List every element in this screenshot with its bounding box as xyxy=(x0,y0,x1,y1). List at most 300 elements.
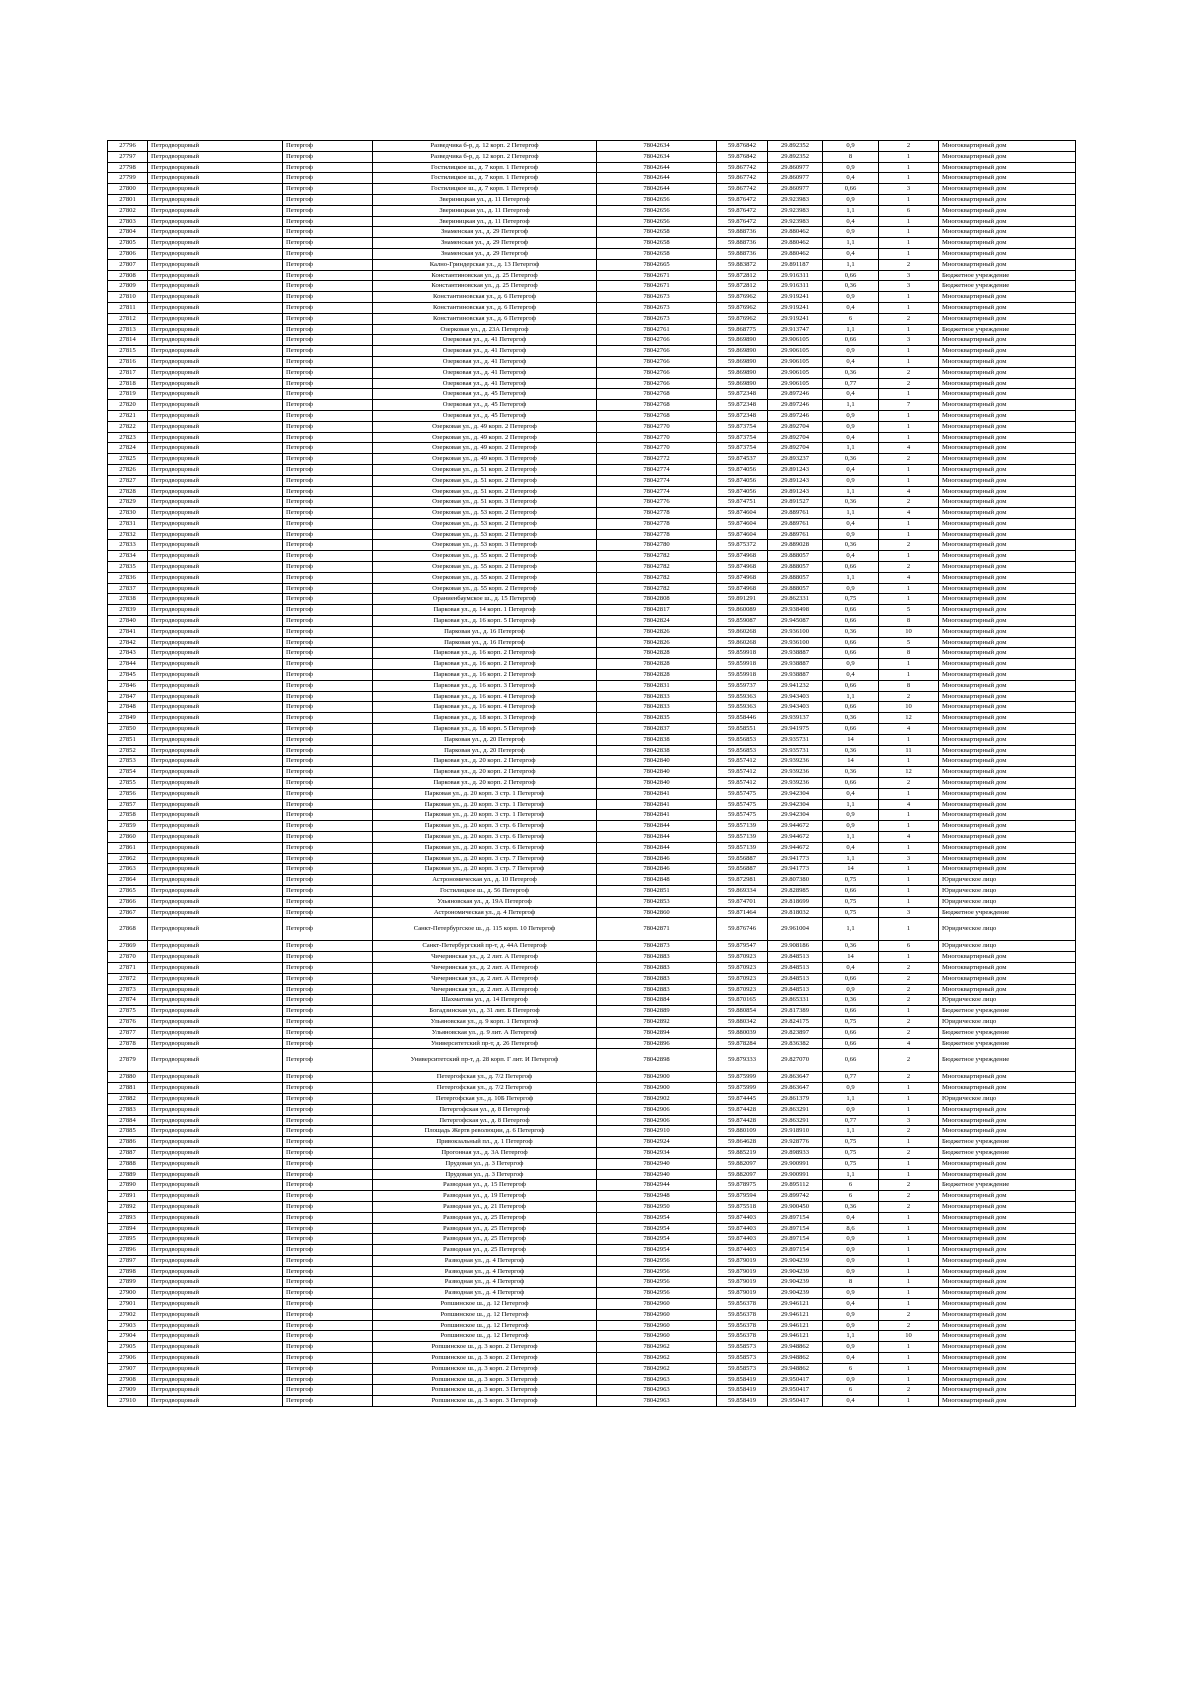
address-cell: Константиновская ул., д. 25 Петергоф xyxy=(373,270,597,281)
address-cell: Университетский пр-т, д. 28 корп. Г лит. И Петергоф xyxy=(373,1049,597,1072)
object-type-cell: Многоквартирный дом xyxy=(939,810,1076,821)
city-cell: Петергоф xyxy=(283,1374,373,1385)
longitude-cell: 29.948862 xyxy=(768,1342,823,1353)
row-number-cell: 27909 xyxy=(108,1385,148,1396)
latitude-cell: 59.880342 xyxy=(717,1016,768,1027)
document-page xyxy=(107,140,1075,1407)
city-cell: Петергоф xyxy=(283,659,373,670)
value-cell: 0,9 xyxy=(823,421,879,432)
value-cell: 0,4 xyxy=(823,670,879,681)
code-cell: 78042634 xyxy=(597,141,717,152)
table-row xyxy=(108,292,1076,303)
row-number-cell: 27889 xyxy=(108,1169,148,1180)
district-cell: Петродворцовый xyxy=(148,962,283,973)
table-row xyxy=(108,551,1076,562)
longitude-cell: 29.935731 xyxy=(768,745,823,756)
table-row xyxy=(108,1201,1076,1212)
district-cell: Петродворцовый xyxy=(148,270,283,281)
address-cell: Астрономическая ул., д. 10 Петергоф xyxy=(373,875,597,886)
code-cell: 78042770 xyxy=(597,443,717,454)
district-cell: Петродворцовый xyxy=(148,1093,283,1104)
city-cell: Петергоф xyxy=(283,670,373,681)
object-type-cell: Многоквартирный дом xyxy=(939,1169,1076,1180)
value-cell: 0,9 xyxy=(823,1104,879,1115)
longitude-cell: 29.904239 xyxy=(768,1288,823,1299)
table-row xyxy=(108,875,1076,886)
latitude-cell: 59.857475 xyxy=(717,788,768,799)
city-cell: Петергоф xyxy=(283,702,373,713)
address-cell: Парковая ул., д. 20 корп. 3 стр. 6 Петергоф xyxy=(373,832,597,843)
city-cell: Петергоф xyxy=(283,162,373,173)
latitude-cell: 59.856378 xyxy=(717,1320,768,1331)
latitude-cell: 59.859363 xyxy=(717,702,768,713)
object-type-cell: Многоквартирный дом xyxy=(939,508,1076,519)
code-cell: 78042826 xyxy=(597,626,717,637)
value-cell: 0,4 xyxy=(823,173,879,184)
address-cell: Парковая ул., д. 20 корп. 3 стр. 1 Петергоф xyxy=(373,799,597,810)
row-number-cell: 27812 xyxy=(108,313,148,324)
code-cell: 78042841 xyxy=(597,799,717,810)
value-cell: 0,9 xyxy=(823,227,879,238)
district-cell: Петродворцовый xyxy=(148,713,283,724)
district-cell: Петродворцовый xyxy=(148,995,283,1006)
object-type-cell: Многоквартирный дом xyxy=(939,691,1076,702)
address-cell: Разводная ул., д. 19 Петергоф xyxy=(373,1191,597,1202)
count-cell: 1 xyxy=(879,292,939,303)
object-type-cell: Бюджетное учреждение xyxy=(939,324,1076,335)
latitude-cell: 59.882097 xyxy=(717,1169,768,1180)
address-cell: Петергофская ул., д. 7/2 Петергоф xyxy=(373,1072,597,1083)
code-cell: 78042824 xyxy=(597,616,717,627)
value-cell: 0,36 xyxy=(823,767,879,778)
value-cell: 0,9 xyxy=(823,659,879,670)
object-type-cell: Многоквартирный дом xyxy=(939,1396,1076,1407)
object-type-cell: Бюджетное учреждение xyxy=(939,1147,1076,1158)
district-cell: Петродворцовый xyxy=(148,194,283,205)
table-row xyxy=(108,626,1076,637)
latitude-cell: 59.857139 xyxy=(717,832,768,843)
address-cell: Озерковая ул., д. 49 корп. 2 Петергоф xyxy=(373,443,597,454)
city-cell: Петергоф xyxy=(283,1147,373,1158)
code-cell: 78042673 xyxy=(597,313,717,324)
city-cell: Петергоф xyxy=(283,756,373,767)
row-number-cell: 27899 xyxy=(108,1277,148,1288)
code-cell: 78042924 xyxy=(597,1137,717,1148)
count-cell: 1 xyxy=(879,1266,939,1277)
value-cell: 8 xyxy=(823,1277,879,1288)
code-cell: 78042960 xyxy=(597,1299,717,1310)
table-row xyxy=(108,1277,1076,1288)
count-cell: 2 xyxy=(879,313,939,324)
count-cell: 2 xyxy=(879,540,939,551)
district-cell: Петродворцовый xyxy=(148,1223,283,1234)
row-number-cell: 27852 xyxy=(108,745,148,756)
address-cell: Разводная ул., д. 25 Петергоф xyxy=(373,1212,597,1223)
row-number-cell: 27902 xyxy=(108,1309,148,1320)
longitude-cell: 29.919241 xyxy=(768,302,823,313)
district-cell: Петродворцовый xyxy=(148,1158,283,1169)
count-cell: 2 xyxy=(879,562,939,573)
city-cell: Петергоф xyxy=(283,973,373,984)
count-cell: 2 xyxy=(879,259,939,270)
address-cell: Константиновская ул., д. 6 Петергоф xyxy=(373,302,597,313)
district-cell: Петродворцовый xyxy=(148,583,283,594)
latitude-cell: 59.871464 xyxy=(717,907,768,918)
longitude-cell: 29.906105 xyxy=(768,367,823,378)
city-cell: Петергоф xyxy=(283,1266,373,1277)
city-cell: Петергоф xyxy=(283,821,373,832)
count-cell: 1 xyxy=(879,1374,939,1385)
count-cell: 1 xyxy=(879,432,939,443)
longitude-cell: 29.948862 xyxy=(768,1353,823,1364)
object-type-cell: Многоквартирный дом xyxy=(939,141,1076,152)
code-cell: 78042954 xyxy=(597,1212,717,1223)
longitude-cell: 29.863647 xyxy=(768,1072,823,1083)
longitude-cell: 29.945087 xyxy=(768,616,823,627)
address-cell: Ульяновская ул., д. 9 корп. 1 Петергоф xyxy=(373,1016,597,1027)
address-cell: Озерковая ул., д. 51 корп. 2 Петергоф xyxy=(373,475,597,486)
address-cell: Парковая ул., д. 20 Петергоф xyxy=(373,745,597,756)
address-cell: Озерковая ул., д. 55 корп. 2 Петергоф xyxy=(373,562,597,573)
object-type-cell: Многоквартирный дом xyxy=(939,1255,1076,1266)
longitude-cell: 29.892704 xyxy=(768,432,823,443)
latitude-cell: 59.859918 xyxy=(717,670,768,681)
count-cell: 1 xyxy=(879,356,939,367)
address-cell: Озерковая ул., д. 49 корп. 2 Петергоф xyxy=(373,432,597,443)
row-number-cell: 27823 xyxy=(108,432,148,443)
row-number-cell: 27821 xyxy=(108,410,148,421)
longitude-cell: 29.941773 xyxy=(768,864,823,875)
longitude-cell: 29.904239 xyxy=(768,1277,823,1288)
city-cell: Петергоф xyxy=(283,346,373,357)
city-cell: Петергоф xyxy=(283,778,373,789)
city-cell: Петергоф xyxy=(283,259,373,270)
count-cell: 4 xyxy=(879,486,939,497)
value-cell: 0,36 xyxy=(823,995,879,1006)
city-cell: Петергоф xyxy=(283,432,373,443)
table-row xyxy=(108,756,1076,767)
city-cell: Петергоф xyxy=(283,1320,373,1331)
code-cell: 78042883 xyxy=(597,952,717,963)
address-cell: Петергофская ул., д. 10Б Петергоф xyxy=(373,1093,597,1104)
city-cell: Петергоф xyxy=(283,1212,373,1223)
district-cell: Петродворцовый xyxy=(148,842,283,853)
value-cell: 0,4 xyxy=(823,216,879,227)
district-cell: Петродворцовый xyxy=(148,875,283,886)
table-row xyxy=(108,767,1076,778)
district-cell: Петродворцовый xyxy=(148,324,283,335)
address-cell: Ропшинское ш., д. 12 Петергоф xyxy=(373,1299,597,1310)
city-cell: Петергоф xyxy=(283,1288,373,1299)
city-cell: Петергоф xyxy=(283,1234,373,1245)
latitude-cell: 59.874403 xyxy=(717,1212,768,1223)
longitude-cell: 29.941773 xyxy=(768,853,823,864)
row-number-cell: 27866 xyxy=(108,896,148,907)
latitude-cell: 59.876842 xyxy=(717,141,768,152)
longitude-cell: 29.892352 xyxy=(768,151,823,162)
count-cell: 1 xyxy=(879,551,939,562)
row-number-cell: 27861 xyxy=(108,842,148,853)
district-cell: Петродворцовый xyxy=(148,864,283,875)
longitude-cell: 29.891243 xyxy=(768,486,823,497)
object-type-cell: Бюджетное учреждение xyxy=(939,907,1076,918)
object-type-cell: Многоквартирный дом xyxy=(939,540,1076,551)
table-row xyxy=(108,508,1076,519)
value-cell: 14 xyxy=(823,952,879,963)
address-cell: Озерковая ул., д. 53 корп. 2 Петергоф xyxy=(373,508,597,519)
row-number-cell: 27818 xyxy=(108,378,148,389)
longitude-cell: 29.836382 xyxy=(768,1038,823,1049)
table-row xyxy=(108,702,1076,713)
value-cell: 0,4 xyxy=(823,248,879,259)
row-number-cell: 27883 xyxy=(108,1104,148,1115)
code-cell: 78042851 xyxy=(597,885,717,896)
count-cell: 6 xyxy=(879,205,939,216)
address-cell: Парковая ул., д. 20 корп. 3 стр. 6 Петергоф xyxy=(373,821,597,832)
row-number-cell: 27822 xyxy=(108,421,148,432)
row-number-cell: 27799 xyxy=(108,173,148,184)
code-cell: 78042656 xyxy=(597,216,717,227)
latitude-cell: 59.869890 xyxy=(717,335,768,346)
table-row xyxy=(108,670,1076,681)
city-cell: Петергоф xyxy=(283,1115,373,1126)
code-cell: 78042940 xyxy=(597,1169,717,1180)
address-cell: Озерковая ул., д. 55 корп. 2 Петергоф xyxy=(373,572,597,583)
object-type-cell: Многоквартирный дом xyxy=(939,767,1076,778)
longitude-cell: 29.891243 xyxy=(768,464,823,475)
object-type-cell: Многоквартирный дом xyxy=(939,670,1076,681)
code-cell: 78042766 xyxy=(597,367,717,378)
code-cell: 78042844 xyxy=(597,842,717,853)
latitude-cell: 59.859918 xyxy=(717,659,768,670)
longitude-cell: 29.848513 xyxy=(768,962,823,973)
table-row xyxy=(108,281,1076,292)
city-cell: Петергоф xyxy=(283,691,373,702)
row-number-cell: 27828 xyxy=(108,486,148,497)
latitude-cell: 59.870923 xyxy=(717,962,768,973)
longitude-cell: 29.863291 xyxy=(768,1104,823,1115)
longitude-cell: 29.935731 xyxy=(768,734,823,745)
value-cell: 14 xyxy=(823,864,879,875)
city-cell: Петергоф xyxy=(283,995,373,1006)
latitude-cell: 59.874968 xyxy=(717,551,768,562)
latitude-cell: 59.858573 xyxy=(717,1353,768,1364)
table-row xyxy=(108,141,1076,152)
row-number-cell: 27856 xyxy=(108,788,148,799)
row-number-cell: 27827 xyxy=(108,475,148,486)
district-cell: Петродворцовый xyxy=(148,670,283,681)
table-row xyxy=(108,659,1076,670)
address-cell: Площадь Жертв революции, д. 6 Петергоф xyxy=(373,1126,597,1137)
object-type-cell: Многоквартирный дом xyxy=(939,1288,1076,1299)
object-type-cell: Многоквартирный дом xyxy=(939,984,1076,995)
district-cell: Петродворцовый xyxy=(148,572,283,583)
longitude-cell: 29.913747 xyxy=(768,324,823,335)
code-cell: 78042841 xyxy=(597,788,717,799)
table-row xyxy=(108,907,1076,918)
table-row xyxy=(108,1093,1076,1104)
object-type-cell: Многоквартирный дом xyxy=(939,432,1076,443)
object-type-cell: Многоквартирный дом xyxy=(939,292,1076,303)
longitude-cell: 29.919241 xyxy=(768,313,823,324)
value-cell: 0,4 xyxy=(823,389,879,400)
object-type-cell: Юридическое лицо xyxy=(939,896,1076,907)
latitude-cell: 59.857412 xyxy=(717,756,768,767)
row-number-cell: 27896 xyxy=(108,1245,148,1256)
code-cell: 78042883 xyxy=(597,973,717,984)
city-cell: Петергоф xyxy=(283,1158,373,1169)
city-cell: Петергоф xyxy=(283,896,373,907)
address-cell: Ропшинское ш., д. 3 корп. 2 Петергоф xyxy=(373,1353,597,1364)
count-cell: 1 xyxy=(879,1212,939,1223)
value-cell: 1,1 xyxy=(823,400,879,411)
value-cell: 0,9 xyxy=(823,1245,879,1256)
city-cell: Петергоф xyxy=(283,454,373,465)
district-cell: Петродворцовый xyxy=(148,973,283,984)
city-cell: Петергоф xyxy=(283,1083,373,1094)
code-cell: 78042884 xyxy=(597,995,717,1006)
value-cell: 0,66 xyxy=(823,1038,879,1049)
latitude-cell: 59.856887 xyxy=(717,864,768,875)
city-cell: Петергоф xyxy=(283,205,373,216)
object-type-cell: Многоквартирный дом xyxy=(939,410,1076,421)
district-cell: Петродворцовый xyxy=(148,281,283,292)
latitude-cell: 59.874604 xyxy=(717,529,768,540)
address-cell: Чичеринская ул., д. 2 лит. А Петергоф xyxy=(373,973,597,984)
row-number-cell: 27864 xyxy=(108,875,148,886)
latitude-cell: 59.856378 xyxy=(717,1331,768,1342)
count-cell: 4 xyxy=(879,508,939,519)
count-cell: 1 xyxy=(879,896,939,907)
district-cell: Петродворцовый xyxy=(148,637,283,648)
longitude-cell: 29.916311 xyxy=(768,281,823,292)
district-cell: Петродворцовый xyxy=(148,1255,283,1266)
count-cell: 1 xyxy=(879,227,939,238)
code-cell: 78042934 xyxy=(597,1147,717,1158)
latitude-cell: 59.874701 xyxy=(717,896,768,907)
code-cell: 78042671 xyxy=(597,281,717,292)
longitude-cell: 29.897246 xyxy=(768,400,823,411)
latitude-cell: 59.879019 xyxy=(717,1277,768,1288)
district-cell: Петродворцовый xyxy=(148,1083,283,1094)
value-cell: 1,1 xyxy=(823,799,879,810)
code-cell: 78042944 xyxy=(597,1180,717,1191)
count-cell: 1 xyxy=(879,302,939,313)
table-row xyxy=(108,832,1076,843)
count-cell: 1 xyxy=(879,324,939,335)
count-cell: 10 xyxy=(879,1331,939,1342)
longitude-cell: 29.939236 xyxy=(768,756,823,767)
object-type-cell: Юридическое лицо xyxy=(939,885,1076,896)
table-row xyxy=(108,864,1076,875)
row-number-cell: 27813 xyxy=(108,324,148,335)
row-number-cell: 27815 xyxy=(108,346,148,357)
value-cell: 1,1 xyxy=(823,1331,879,1342)
latitude-cell: 59.874403 xyxy=(717,1223,768,1234)
row-number-cell: 27842 xyxy=(108,637,148,648)
code-cell: 78042853 xyxy=(597,896,717,907)
city-cell: Петергоф xyxy=(283,1027,373,1038)
count-cell: 1 xyxy=(879,756,939,767)
value-cell: 6 xyxy=(823,1385,879,1396)
longitude-cell: 29.944672 xyxy=(768,832,823,843)
longitude-cell: 29.827070 xyxy=(768,1049,823,1072)
district-cell: Петродворцовый xyxy=(148,518,283,529)
city-cell: Петергоф xyxy=(283,443,373,454)
object-type-cell: Многоквартирный дом xyxy=(939,756,1076,767)
value-cell: 0,36 xyxy=(823,713,879,724)
code-cell: 78042826 xyxy=(597,637,717,648)
address-cell: Прудовая ул., д. 3 Петергоф xyxy=(373,1158,597,1169)
count-cell: 3 xyxy=(879,184,939,195)
longitude-cell: 29.942304 xyxy=(768,788,823,799)
value-cell: 0,4 xyxy=(823,1353,879,1364)
table-row xyxy=(108,1027,1076,1038)
latitude-cell: 59.869890 xyxy=(717,378,768,389)
address-cell: Парковая ул., д. 16 Петергоф xyxy=(373,637,597,648)
row-number-cell: 27833 xyxy=(108,540,148,551)
table-row xyxy=(108,853,1076,864)
address-cell: Гостилицкое ш., д. 7 корп. 1 Петергоф xyxy=(373,173,597,184)
count-cell: 1 xyxy=(879,842,939,853)
latitude-cell: 59.874056 xyxy=(717,486,768,497)
table-row xyxy=(108,1234,1076,1245)
city-cell: Петергоф xyxy=(283,734,373,745)
city-cell: Петергоф xyxy=(283,1104,373,1115)
longitude-cell: 29.892704 xyxy=(768,421,823,432)
code-cell: 78042940 xyxy=(597,1158,717,1169)
city-cell: Петергоф xyxy=(283,475,373,486)
city-cell: Петергоф xyxy=(283,680,373,691)
longitude-cell: 29.892704 xyxy=(768,443,823,454)
object-type-cell: Многоквартирный дом xyxy=(939,1083,1076,1094)
count-cell: 4 xyxy=(879,1038,939,1049)
latitude-cell: 59.875518 xyxy=(717,1201,768,1212)
object-type-cell: Многоквартирный дом xyxy=(939,302,1076,313)
value-cell: 0,66 xyxy=(823,270,879,281)
table-row xyxy=(108,1072,1076,1083)
row-number-cell: 27841 xyxy=(108,626,148,637)
city-cell: Петергоф xyxy=(283,173,373,184)
address-cell: Парковая ул., д. 16 корп. 3 Петергоф xyxy=(373,680,597,691)
count-cell: 1 xyxy=(879,216,939,227)
value-cell: 0,9 xyxy=(823,1342,879,1353)
city-cell: Петергоф xyxy=(283,745,373,756)
district-cell: Петродворцовый xyxy=(148,1331,283,1342)
count-cell: 12 xyxy=(879,767,939,778)
row-number-cell: 27847 xyxy=(108,691,148,702)
latitude-cell: 59.867742 xyxy=(717,173,768,184)
code-cell: 78042776 xyxy=(597,497,717,508)
count-cell: 1 xyxy=(879,1093,939,1104)
code-cell: 78042828 xyxy=(597,670,717,681)
value-cell: 1,1 xyxy=(823,1093,879,1104)
latitude-cell: 59.874968 xyxy=(717,583,768,594)
longitude-cell: 29.941232 xyxy=(768,680,823,691)
code-cell: 78042846 xyxy=(597,853,717,864)
object-type-cell: Бюджетное учреждение xyxy=(939,1180,1076,1191)
table-row xyxy=(108,1191,1076,1202)
row-number-cell: 27855 xyxy=(108,778,148,789)
address-cell: Парковая ул., д. 16 корп. 2 Петергоф xyxy=(373,670,597,681)
district-cell: Петродворцовый xyxy=(148,767,283,778)
city-cell: Петергоф xyxy=(283,713,373,724)
district-cell: Петродворцовый xyxy=(148,205,283,216)
row-number-cell: 27886 xyxy=(108,1137,148,1148)
table-row xyxy=(108,572,1076,583)
value-cell: 1,1 xyxy=(823,508,879,519)
value-cell: 0,75 xyxy=(823,1147,879,1158)
